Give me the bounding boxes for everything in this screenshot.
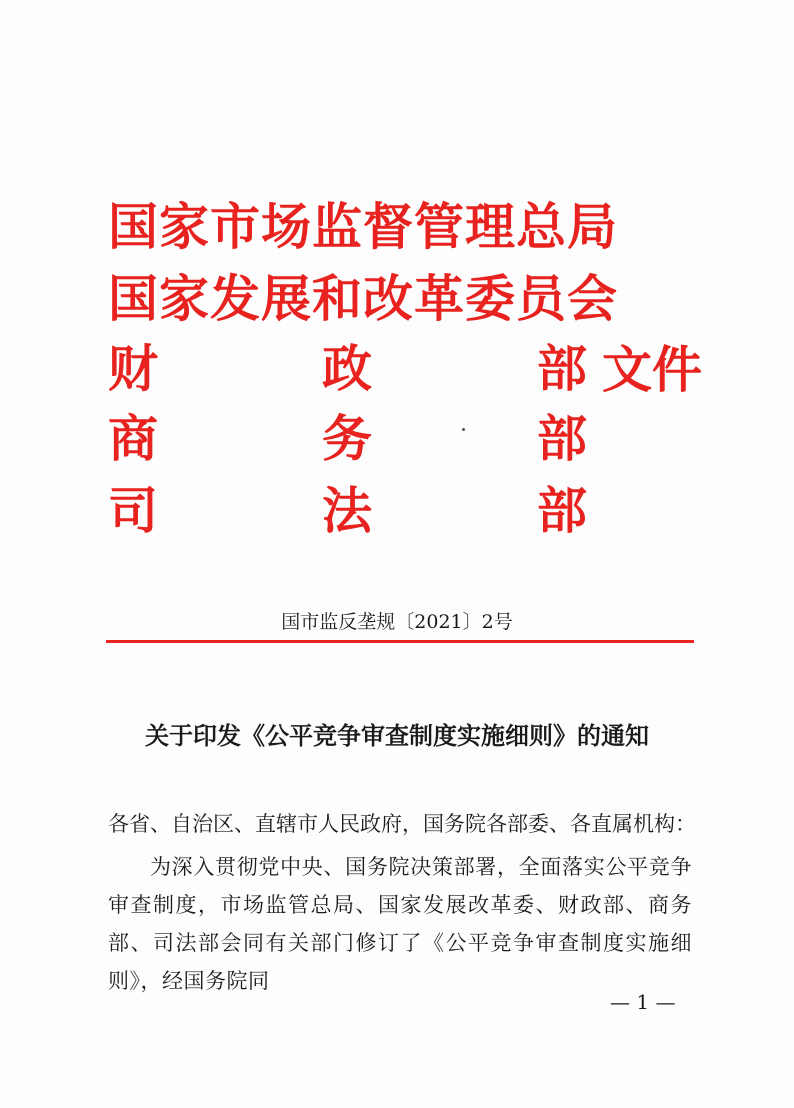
- document-number: 国市监反垄规〔2021〕2号: [281, 611, 513, 633]
- issuer-ministry-commerce-char-1: 商: [108, 410, 158, 468]
- page-number: — 1 —: [610, 990, 676, 1014]
- scan-speck: [462, 428, 465, 431]
- issuer-line-2: 国家发展和改革委员会: [108, 270, 618, 328]
- issuer-ministry-justice-char-1: 司: [108, 482, 158, 540]
- issuer-ministry-justice-char-2: 法: [322, 482, 372, 540]
- issuer-ministry-finance-char-3: 部: [537, 340, 587, 398]
- document-title: 关于印发《公平竞争审查制度实施细则》的通知: [145, 721, 649, 750]
- issuer-line-1: 国家市场监督管理总局: [108, 198, 618, 256]
- issuer-ministry-commerce-char-3: 部: [537, 410, 587, 468]
- issuer-ministry-commerce-char-2: 务: [322, 410, 372, 468]
- issuer-ministry-finance-char-2: 政: [322, 340, 372, 398]
- red-separator-line: [106, 640, 694, 643]
- document-suffix: 文件: [602, 341, 702, 399]
- recipients-line: 各省、自治区、直辖市人民政府，国务院各部委、各直属机构：: [108, 812, 696, 836]
- issuer-ministry-finance-char-1: 财: [108, 340, 158, 398]
- issuer-ministry-justice-char-3: 部: [537, 482, 587, 540]
- body-paragraph: 为深入贯彻党中央、国务院决策部署，全面落实公平竞争审查制度，市场监管总局、国家发展改革委、财政部、商务部、司法部会同有关部门修订了《公平竞争审查制度实施细则》，经国务院同: [108, 855, 692, 993]
